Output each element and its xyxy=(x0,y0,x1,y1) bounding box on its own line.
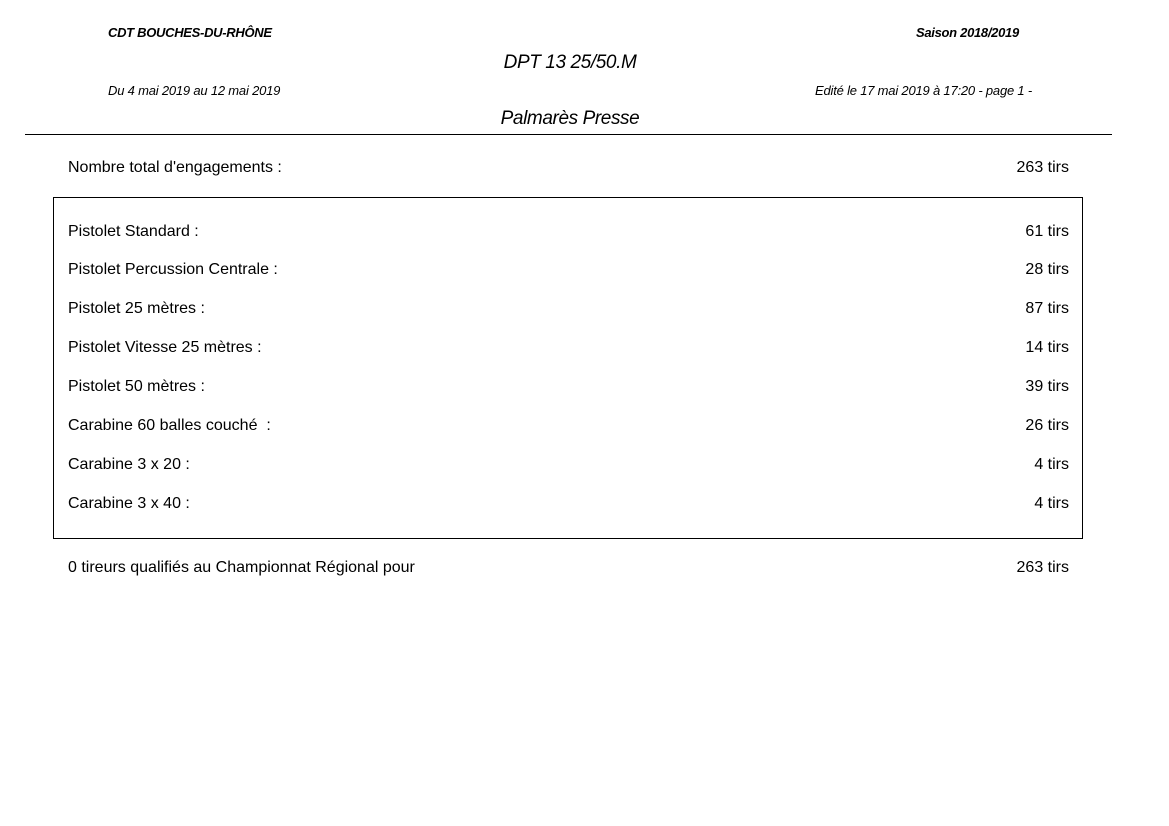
discipline-label: Carabine 60 balles couché : xyxy=(68,417,271,434)
discipline-label: Carabine 3 x 40 : xyxy=(68,495,190,512)
discipline-value: 4 tirs xyxy=(1034,495,1069,512)
discipline-value: 28 tirs xyxy=(1025,261,1069,278)
discipline-label: Pistolet Percussion Centrale : xyxy=(68,261,278,278)
total-engagements-value: 263 tirs xyxy=(1016,159,1069,176)
discipline-label: Pistolet 25 mètres : xyxy=(68,300,205,317)
discipline-label: Carabine 3 x 20 : xyxy=(68,456,190,473)
discipline-value: 4 tirs xyxy=(1034,456,1069,473)
discipline-label: Pistolet Standard : xyxy=(68,223,199,240)
qualified-value: 263 tirs xyxy=(1016,559,1069,576)
discipline-label: Pistolet 50 mètres : xyxy=(68,378,205,395)
discipline-value: 14 tirs xyxy=(1025,339,1069,356)
discipline-label: Pistolet Vitesse 25 mètres : xyxy=(68,339,262,356)
competition-title: DPT 13 25/50.M xyxy=(503,52,637,73)
discipline-value: 26 tirs xyxy=(1025,417,1069,434)
date-range: Du 4 mai 2019 au 12 mai 2019 xyxy=(108,83,281,98)
header-divider xyxy=(25,134,1112,135)
discipline-value: 87 tirs xyxy=(1025,300,1069,317)
discipline-value: 61 tirs xyxy=(1025,223,1069,240)
discipline-value: 39 tirs xyxy=(1025,378,1069,395)
report-title: Palmarès Presse xyxy=(500,108,640,129)
total-engagements-label: Nombre total d'engagements : xyxy=(68,159,282,176)
qualified-label: 0 tireurs qualifiés au Championnat Régional pour xyxy=(68,559,415,576)
disciplines-box xyxy=(53,197,1083,539)
organization-name: CDT BOUCHES-DU-RHÔNE xyxy=(108,25,272,40)
edited-timestamp: Edité le 17 mai 2019 à 17:20 - page 1 - xyxy=(815,83,1032,98)
season-label: Saison 2018/2019 xyxy=(916,25,1019,40)
